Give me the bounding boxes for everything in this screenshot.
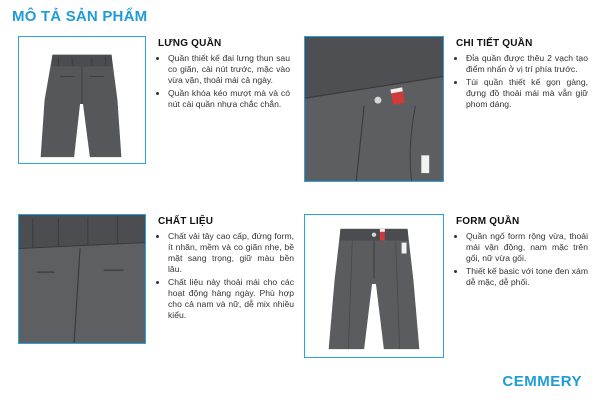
page-title: MÔ TẢ SẢN PHẨM: [12, 8, 148, 25]
section-material-bullet: • Chất liệu này thoải mái cho các hoạt động hàng ngày. Phù hợp cho cả nam và nữ, dễ mix nhiều kiểu.: [168, 277, 294, 321]
section-detail-bullet: • Túi quần thiết kế gọn gàng, đựng đồ thoải mái mà vẫn giữ phom dáng.: [466, 77, 588, 110]
photo-form-front-view: [304, 214, 444, 358]
section-form-bullet: • Quần ngố form rộng vừa, thoải mái vận động, nam mặc trên gối, nữ vừa gối.: [466, 231, 588, 264]
brand-logo: CEMMERY: [502, 373, 582, 390]
photo-material-closeup: [18, 214, 146, 344]
photo-waist-back-view: [18, 36, 146, 164]
section-waist-bullet: • Quần khóa kéo mượt mà và có nút cài quần nhựa chắc chắn.: [168, 88, 290, 110]
shorts-material-image: [19, 215, 145, 343]
shorts-back-image: [19, 37, 145, 163]
shorts-front-image: [305, 215, 443, 357]
section-form: [456, 216, 588, 290]
section-detail: [456, 38, 588, 112]
section-waist: [158, 38, 290, 112]
section-detail-bullet: • Đỉa quần được thêu 2 vạch tạo điểm nhấn ở vị trí phía trước.: [466, 53, 588, 75]
section-detail-title: CHI TIẾT QUẦN: [456, 38, 533, 49]
photo-detail-closeup: [304, 36, 444, 182]
section-form-bullet: • Thiết kế basic với tone đen xám dễ mặc, dễ phối.: [466, 266, 588, 288]
section-form-title: FORM QUẦN: [456, 216, 520, 227]
section-material-bullet: • Chất vải tây cao cấp, đứng form, ít nhăn, mềm và co giãn nhẹ, bề mặt sang trọng, giữ màu bền lâu.: [168, 231, 294, 275]
shorts-detail-image: [305, 37, 443, 181]
section-waist-bullet: • Quần thiết kế đai lưng thun sau co giãn, cài nút trước, mặc vào vừa vặn, thoải mái cả ngày.: [168, 53, 290, 86]
section-material-title: CHẤT LIỆU: [158, 216, 214, 227]
section-waist-title: LƯNG QUẦN: [158, 38, 222, 49]
section-material: [158, 216, 294, 323]
